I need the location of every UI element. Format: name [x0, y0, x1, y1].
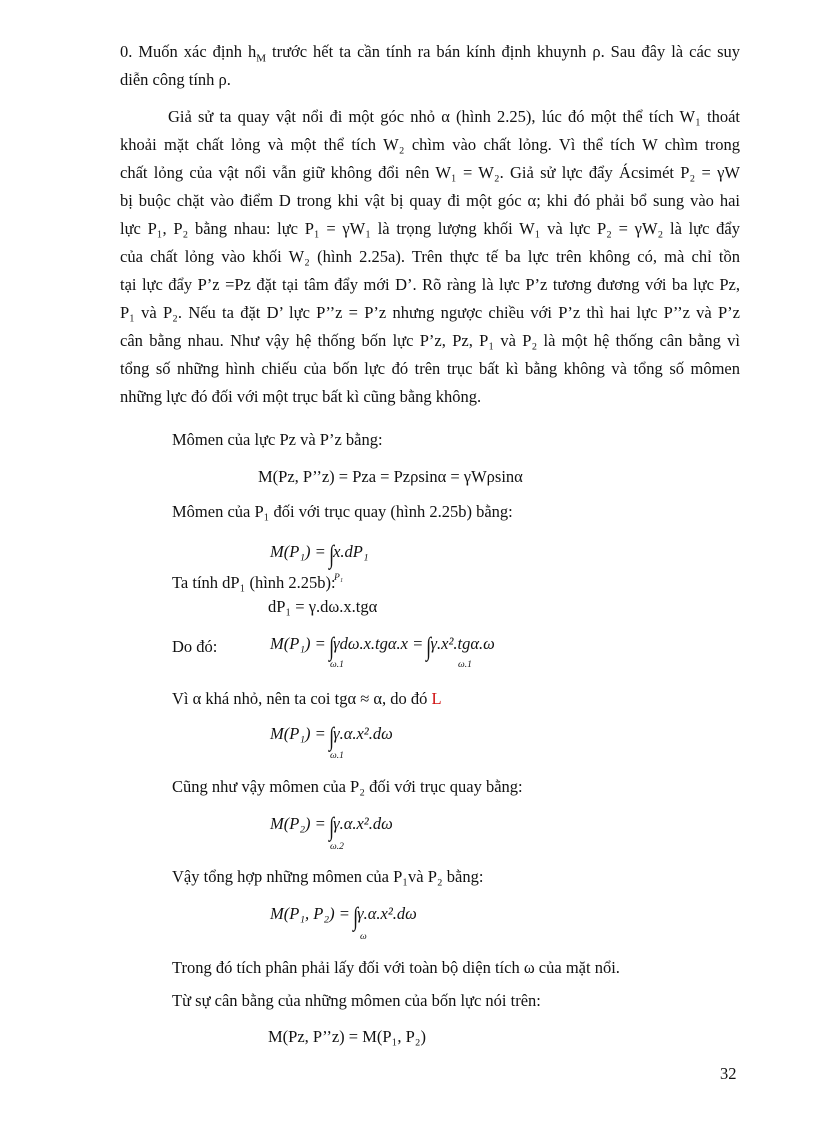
equation-moment-pz: M(Pz, P’’z) = Pza = Pzρsinα = γWρsinα [258, 467, 523, 486]
eq-mp1-lhs: M(P₁) = [270, 542, 326, 561]
do-do-label: Do đó: [172, 637, 218, 656]
para-line-2: khoải mặt chất lỏng và một thể tích W₂ chìm vào chất lỏng. Vì thể tích W chìm trong [120, 135, 740, 154]
para-line-6: của chất lỏng vào khối W₂ (hình 2.25a). Trên thực tế ba lực trên không có, mà chỉ tồn [120, 247, 740, 266]
equation-mp2 [270, 812, 393, 842]
equation-mp1p2 [270, 902, 417, 932]
intro-paragraph [120, 38, 740, 94]
eq4-limit: ω.1 [330, 751, 344, 761]
eq5-integrand: γ.α.x².dω [333, 814, 393, 833]
eq6-limit: ω [360, 932, 367, 942]
intro-line-2: diễn công tính ρ. [120, 70, 231, 89]
equation-dp1: dP₁ = γ.dω.x.tgα [268, 597, 378, 616]
integral-sign: ∫ [329, 812, 334, 841]
page-number: 32 [720, 1064, 737, 1083]
para-line-10: tổng số những hình chiếu của bốn lực đó trên trục bất kì bằng không và tổng số mômen [120, 359, 740, 378]
eq5-limit: ω.2 [330, 842, 344, 852]
trong-do-text: Trong đó tích phân phải lấy đối với toàn bộ diện tích ω của mặt nổi. [172, 958, 620, 977]
para-line-11: những lực đó đối với một trục bất kì cũng bằng không. [120, 387, 482, 406]
para-line-8: P₁ và P₂. Nếu ta đặt D’ lực P’’z = P’z nhưng ngược chiều với P’z thì hai lực P’’z và P’z [120, 303, 740, 322]
eq3-limit-2: ω.1 [458, 660, 472, 670]
equation-mp1-approx [270, 722, 393, 752]
vi-alpha-body: Vì α khá nhỏ, nên ta coi tgα ≈ α, do đó [172, 689, 428, 708]
cung-nhu-text: Cũng như vậy mômen của P₂ đối với trục quay bằng: [172, 777, 523, 796]
eq3-rhs: γ.x².tgα.ω [430, 634, 495, 653]
intro-line-1-rest: trước hết ta cần tính ra bán kính định khuynh ρ. Sau đây là các suy [266, 42, 740, 61]
para-line-5: lực P₁, P₂ bằng nhau: lực P₁ = γW₁ là trọng lượng khối W₁ và lực P₂ = γW₂ là lực đẩy [120, 219, 740, 238]
vi-alpha-text [172, 688, 442, 710]
tu-su-text: Từ sự cân bằng của những mômen của bốn lực nói trên: [172, 991, 541, 1010]
integral-sign: ∫ [329, 540, 334, 569]
momen-pz-text: Mômen của lực Pz và P’z bằng: [172, 430, 383, 449]
para-line-4: bị buộc chặt vào điểm D trong khi vật bị quay đi một góc α; khi đó phải bổ sung vào hai [120, 191, 740, 210]
para-line-3: chất lỏng của vật nổi vẫn giữ không đổi nên W₁ = W₂. Giả sử lực đẩy Ácsimét P₂ = γW [120, 163, 740, 182]
eq3-lhs: M(P₁) = [270, 634, 326, 653]
intro-line-1: 0. Muốn xác định h [120, 42, 257, 61]
integral-sign: ∫ [353, 902, 359, 931]
integral-sign: ∫ [329, 722, 334, 751]
red-marker: L [431, 689, 442, 708]
eq3-limit-1: ω.1 [330, 660, 344, 670]
equation-mp1 [270, 540, 369, 570]
para-line-1: Giả sử ta quay vật nổi đi một góc nhỏ α (hình 2.25), lúc đó một thể tích W₁ thoát [168, 107, 740, 126]
eq6-integrand: γ.α.x².dω [357, 904, 417, 923]
equation-mp1-expanded [270, 632, 495, 662]
ta-tinh-text: Ta tính dP₁ (hình 2.25b): [172, 573, 336, 592]
integral-sign: ∫ [329, 632, 334, 661]
eq4-integrand: γ.α.x².dω [333, 724, 393, 743]
vay-tong-text: Vậy tổng hợp những mômen của P₁và P₂ bằng: [172, 867, 484, 886]
integral-sign: ∫ [426, 632, 432, 661]
eq6-lhs: M(P₁, P₂) = [270, 904, 350, 923]
eq-mp1-limit: P₁ [334, 573, 344, 583]
momen-p1-text: Mômen của P₁ đối với trục quay (hình 2.25b) bằng: [172, 502, 513, 521]
para-line-9: cân bằng nhau. Như vậy hệ thống bốn lực P’z, Pz, P₁ và P₂ là một hệ thống cân bằng vì [120, 331, 740, 350]
equation-balance: M(Pz, P’’z) = M(P₁, P₂) [268, 1027, 426, 1046]
eq4-lhs: M(P₁) = [270, 724, 326, 743]
para-line-7: tại lực đẩy P’z =Pz đặt tại tâm đẩy mới D’. Rõ ràng là lực P’z tương đương với ba lực Pz, [120, 275, 740, 294]
eq3-mid: γdω.x.tgα.x = [333, 634, 424, 653]
intro-line-1-sub: M [256, 52, 266, 65]
eq-mp1-integrand: x.dP₁ [333, 542, 369, 561]
rotation-paragraph [120, 103, 740, 411]
eq5-lhs: M(P₂) = [270, 814, 326, 833]
